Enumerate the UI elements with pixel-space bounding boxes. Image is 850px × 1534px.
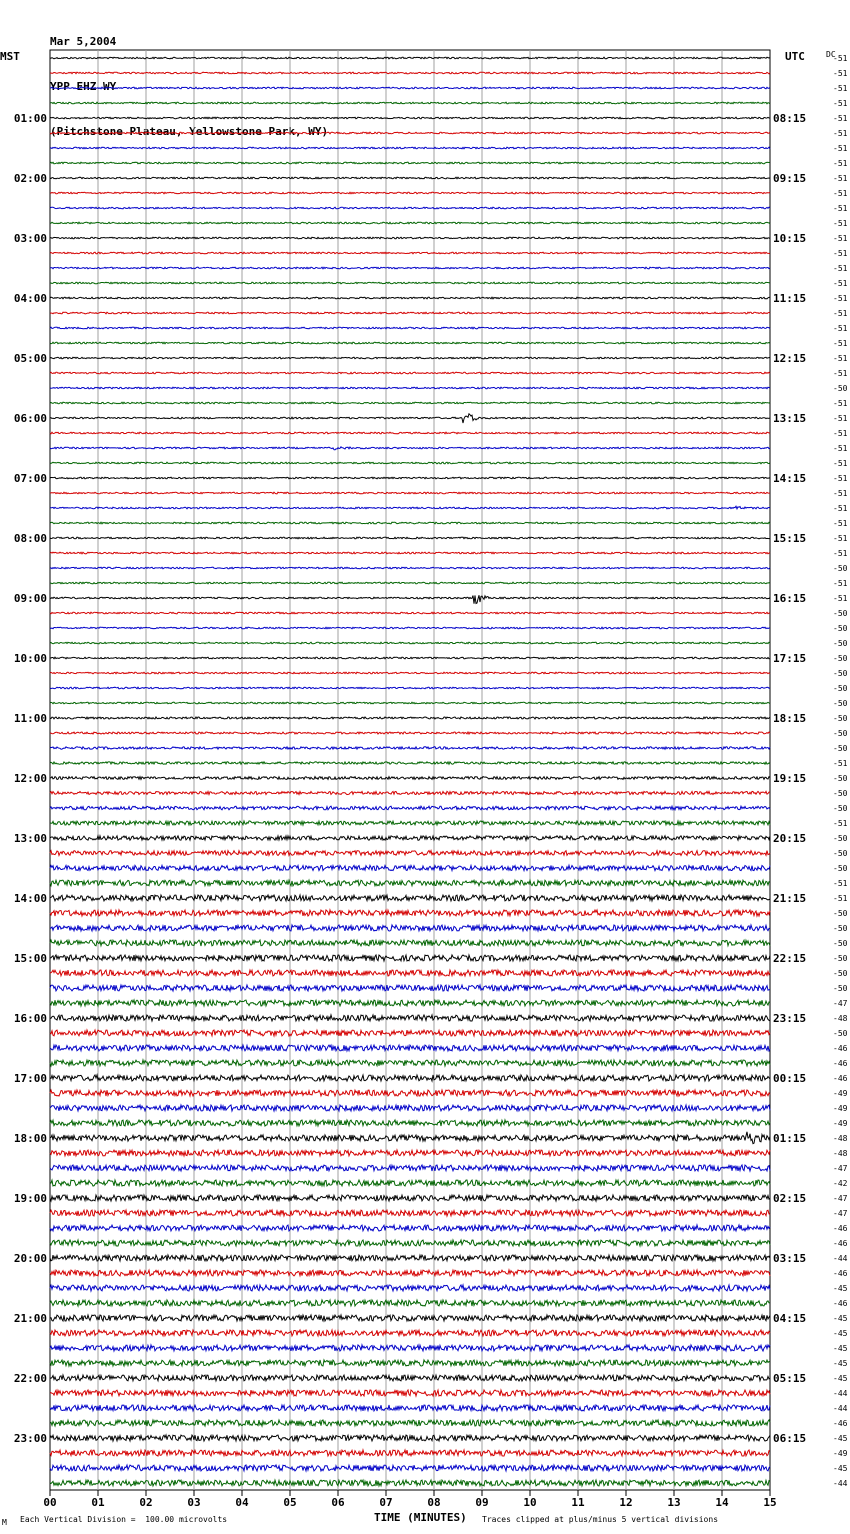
dc-offset-label: -50 — [833, 804, 848, 813]
left-hour-label: 06:00 — [13, 412, 47, 425]
seismic-trace — [50, 1330, 770, 1336]
dc-offset-label: -44 — [833, 1404, 848, 1413]
dc-offset-label: -48 — [833, 1014, 848, 1023]
seismic-trace — [50, 1150, 770, 1156]
seismic-trace — [50, 1060, 770, 1066]
dc-offset-label: -49 — [833, 1449, 848, 1458]
seismic-trace — [50, 777, 770, 780]
dc-label: DC — [826, 50, 836, 59]
station-label: YPP EHZ WY — [50, 80, 117, 93]
right-hour-label: 19:15 — [773, 772, 807, 785]
x-tick-label: 04 — [235, 1496, 249, 1509]
right-hour-label: 13:15 — [773, 412, 807, 425]
right-hour-label: 17:15 — [773, 652, 807, 665]
right-timezone-label: UTC — [785, 50, 805, 63]
seismic-trace — [50, 1360, 770, 1366]
seismic-trace — [50, 237, 770, 239]
x-tick-label: 02 — [139, 1496, 153, 1509]
dc-offset-label: -50 — [833, 714, 848, 723]
seismic-trace — [50, 552, 770, 554]
seismic-trace — [50, 117, 770, 119]
seismic-trace — [50, 1180, 770, 1186]
dc-offset-label: -49 — [833, 1119, 848, 1128]
seismic-trace — [50, 87, 770, 89]
dc-offset-label: -50 — [833, 834, 848, 843]
dc-offset-label: -51 — [833, 129, 848, 138]
x-tick-label: 07 — [379, 1496, 393, 1509]
seismic-trace — [50, 925, 770, 931]
seismic-trace — [50, 1240, 770, 1246]
dc-offset-label: -50 — [833, 909, 848, 918]
dc-offset-label: -42 — [833, 1179, 848, 1188]
seismic-trace — [50, 955, 770, 961]
dc-offset-label: -50 — [833, 969, 848, 978]
dc-offset-label: -51 — [833, 249, 848, 258]
dc-offset-label: -47 — [833, 1164, 848, 1173]
seismic-trace — [50, 1210, 770, 1216]
right-hour-label: 11:15 — [773, 292, 807, 305]
seismic-trace — [50, 1375, 770, 1381]
seismic-trace — [50, 1225, 770, 1231]
seismic-trace — [50, 732, 770, 734]
x-tick-label: 01 — [91, 1496, 105, 1509]
dc-offset-label: -51 — [833, 174, 848, 183]
seismic-trace — [50, 595, 770, 604]
x-tick-label: 06 — [331, 1496, 345, 1509]
seismic-trace — [50, 1420, 770, 1426]
dc-offset-label: -51 — [833, 504, 848, 513]
right-hour-label: 10:15 — [773, 232, 807, 245]
dc-offset-label: -51 — [833, 549, 848, 558]
x-tick-label: 10 — [523, 1496, 537, 1509]
seismic-trace — [50, 372, 770, 374]
right-hour-label: 21:15 — [773, 892, 807, 905]
dc-offset-label: -51 — [833, 324, 848, 333]
dc-offset-label: -45 — [833, 1464, 848, 1473]
seismic-trace — [50, 57, 770, 59]
left-hour-label: 17:00 — [13, 1072, 47, 1085]
seismic-trace — [50, 791, 770, 794]
dc-offset-label: -51 — [833, 399, 848, 408]
dc-offset-label: -51 — [833, 474, 848, 483]
dc-offset-label: -46 — [833, 1239, 848, 1248]
dc-offset-label: -45 — [833, 1434, 848, 1443]
dc-offset-label: -50 — [833, 984, 848, 993]
dc-offset-label: -45 — [833, 1344, 848, 1353]
left-hour-label: 13:00 — [13, 832, 47, 845]
scale-note: Each Vertical Division = 100.00 microvolts — [20, 1515, 228, 1524]
date-label: Mar 5,2004 — [50, 35, 117, 48]
dc-offset-label: -50 — [833, 954, 848, 963]
seismic-trace — [50, 1405, 770, 1411]
left-hour-label: 09:00 — [13, 592, 47, 605]
dc-offset-label: -51 — [833, 159, 848, 168]
dc-offset-label: -51 — [833, 294, 848, 303]
dc-offset-label: -51 — [833, 144, 848, 153]
seismic-trace — [50, 327, 770, 329]
seismic-trace — [50, 506, 770, 509]
seismic-trace — [50, 1255, 770, 1261]
dc-offset-label: -45 — [833, 1284, 848, 1293]
dc-offset-label: -51 — [833, 489, 848, 498]
left-hour-label: 21:00 — [13, 1312, 47, 1325]
dc-offset-label: -51 — [833, 54, 848, 63]
dc-offset-label: -51 — [833, 459, 848, 468]
dc-offset-label: -50 — [833, 624, 848, 633]
seismic-trace — [50, 1435, 770, 1441]
seismic-trace — [50, 1132, 770, 1144]
dc-offset-label: -51 — [833, 84, 848, 93]
dc-offset-label: -46 — [833, 1299, 848, 1308]
dc-offset-label: -46 — [833, 1044, 848, 1053]
left-hour-label: 18:00 — [13, 1132, 47, 1145]
dc-offset-label: -51 — [833, 114, 848, 123]
seismic-trace — [50, 522, 770, 524]
seismic-trace — [50, 1285, 770, 1291]
seismic-trace — [50, 462, 770, 464]
right-hour-label: 01:15 — [773, 1132, 807, 1145]
left-hour-label: 07:00 — [13, 472, 47, 485]
left-hour-label: 20:00 — [13, 1252, 47, 1265]
seismic-trace — [50, 177, 770, 179]
seismic-trace — [50, 72, 770, 74]
right-hour-label: 15:15 — [773, 532, 807, 545]
right-hour-label: 05:15 — [773, 1372, 807, 1385]
seismic-trace — [50, 940, 770, 946]
seismic-trace — [50, 312, 770, 314]
seismic-trace — [50, 1345, 770, 1351]
seismic-trace — [50, 267, 770, 269]
left-hour-label: 08:00 — [13, 532, 47, 545]
seismic-trace — [50, 222, 770, 224]
seismic-trace — [50, 865, 770, 870]
right-hour-label: 16:15 — [773, 592, 807, 605]
seismic-trace — [50, 1315, 770, 1321]
dc-offset-label: -50 — [833, 564, 848, 573]
x-tick-label: 08 — [427, 1496, 441, 1509]
seismic-trace — [50, 192, 770, 194]
seismic-trace — [50, 342, 770, 344]
seismic-trace — [50, 1015, 770, 1021]
dc-offset-label: -50 — [833, 1029, 848, 1038]
dc-offset-label: -51 — [833, 309, 848, 318]
seismic-trace — [50, 895, 770, 901]
left-timezone-label: MST — [0, 50, 20, 63]
seismic-trace — [50, 642, 770, 644]
dc-offset-label: -50 — [833, 849, 848, 858]
seismic-trace — [50, 851, 770, 856]
dc-offset-label: -46 — [833, 1074, 848, 1083]
seismic-trace — [50, 1000, 770, 1006]
seismic-trace — [50, 687, 770, 689]
right-hour-label: 18:15 — [773, 712, 807, 725]
seismic-trace — [50, 252, 770, 254]
dc-offset-label: -51 — [833, 444, 848, 453]
seismic-trace — [50, 880, 770, 886]
seismic-trace — [50, 132, 770, 134]
right-hour-label: 04:15 — [773, 1312, 807, 1325]
left-hour-label: 14:00 — [13, 892, 47, 905]
dc-offset-label: -51 — [833, 429, 848, 438]
seismic-trace — [50, 567, 770, 569]
x-tick-label: 14 — [715, 1496, 729, 1509]
x-tick-label: 13 — [667, 1496, 681, 1509]
right-hour-label: 00:15 — [773, 1072, 807, 1085]
seismic-trace — [50, 207, 770, 209]
dc-offset-label: -50 — [833, 864, 848, 873]
seismic-trace — [50, 657, 770, 659]
seismic-trace — [50, 1105, 770, 1111]
right-hour-label: 20:15 — [773, 832, 807, 845]
seismic-trace — [50, 717, 770, 719]
seismic-trace — [50, 447, 770, 450]
x-tick-label: 03 — [187, 1496, 201, 1509]
left-hour-label: 16:00 — [13, 1012, 47, 1025]
dc-offset-label: -47 — [833, 1194, 848, 1203]
seismic-trace — [50, 414, 770, 423]
left-hour-label: 03:00 — [13, 232, 47, 245]
seismic-trace — [50, 1090, 770, 1096]
dc-offset-label: -51 — [833, 534, 848, 543]
seismic-trace — [50, 806, 770, 810]
seismic-trace — [50, 702, 770, 704]
dc-offset-label: -51 — [833, 879, 848, 888]
right-hour-label: 12:15 — [773, 352, 807, 365]
seismic-trace — [50, 762, 770, 764]
seismic-trace — [50, 1030, 770, 1036]
dc-offset-label: -50 — [833, 924, 848, 933]
dc-offset-label: -50 — [833, 699, 848, 708]
x-tick-label: 00 — [43, 1496, 57, 1509]
seismic-trace — [50, 1300, 770, 1306]
dc-offset-label: -44 — [833, 1389, 848, 1398]
dc-offset-label: -46 — [833, 1224, 848, 1233]
left-hour-label: 11:00 — [13, 712, 47, 725]
dc-offset-label: -51 — [833, 354, 848, 363]
left-hour-label: 05:00 — [13, 352, 47, 365]
seismic-trace — [50, 970, 770, 976]
seismic-trace — [50, 1450, 770, 1456]
seismic-trace — [50, 432, 770, 434]
dc-offset-label: -51 — [833, 264, 848, 273]
seismic-trace — [50, 477, 770, 479]
right-hour-label: 08:15 — [773, 112, 807, 125]
seismic-trace — [50, 910, 770, 916]
corner-mark: M — [2, 1518, 7, 1527]
seismic-trace — [50, 492, 770, 494]
dc-offset-label: -46 — [833, 1059, 848, 1068]
seismic-trace — [50, 1270, 770, 1276]
dc-offset-label: -51 — [833, 579, 848, 588]
seismic-trace — [50, 1390, 770, 1396]
dc-offset-label: -44 — [833, 1254, 848, 1263]
dc-offset-label: -50 — [833, 384, 848, 393]
dc-offset-label: -50 — [833, 789, 848, 798]
dc-offset-label: -49 — [833, 1104, 848, 1113]
x-tick-label: 11 — [571, 1496, 585, 1509]
dc-offset-label: -50 — [833, 744, 848, 753]
left-hour-label: 22:00 — [13, 1372, 47, 1385]
dc-offset-label: -48 — [833, 1149, 848, 1158]
seismic-trace — [50, 627, 770, 629]
left-hour-label: 15:00 — [13, 952, 47, 965]
seismic-trace — [50, 357, 770, 359]
seismic-trace — [50, 387, 770, 389]
right-hour-label: 14:15 — [773, 472, 807, 485]
seismic-trace — [50, 1465, 770, 1471]
right-hour-label: 03:15 — [773, 1252, 807, 1265]
x-tick-label: 05 — [283, 1496, 297, 1509]
seismic-trace — [50, 402, 770, 404]
dc-offset-label: -44 — [833, 1479, 848, 1488]
left-hour-label: 04:00 — [13, 292, 47, 305]
dc-offset-label: -51 — [833, 759, 848, 768]
dc-offset-label: -50 — [833, 729, 848, 738]
dc-offset-label: -46 — [833, 1269, 848, 1278]
dc-offset-label: -51 — [833, 204, 848, 213]
dc-offset-label: -50 — [833, 939, 848, 948]
dc-offset-label: -50 — [833, 654, 848, 663]
seismic-trace — [50, 821, 770, 825]
dc-offset-label: -51 — [833, 369, 848, 378]
right-hour-label: 09:15 — [773, 172, 807, 185]
dc-offset-label: -50 — [833, 669, 848, 678]
dc-offset-label: -51 — [833, 519, 848, 528]
right-hour-label: 06:15 — [773, 1432, 807, 1445]
dc-offset-label: -51 — [833, 219, 848, 228]
dc-offset-label: -47 — [833, 999, 848, 1008]
seismic-trace — [50, 282, 770, 284]
dc-offset-label: -49 — [833, 1089, 848, 1098]
seismic-trace — [50, 537, 770, 539]
dc-offset-label: -50 — [833, 609, 848, 618]
seismic-trace — [50, 985, 770, 991]
seismic-trace — [50, 1045, 770, 1051]
left-hour-label: 12:00 — [13, 772, 47, 785]
dc-offset-label: -51 — [833, 279, 848, 288]
seismic-trace — [50, 836, 770, 840]
dc-offset-label: -51 — [833, 189, 848, 198]
left-hour-label: 23:00 — [13, 1432, 47, 1445]
seismic-trace — [50, 1075, 770, 1081]
x-tick-label: 12 — [619, 1496, 633, 1509]
dc-offset-label: -48 — [833, 1134, 848, 1143]
dc-offset-label: -51 — [833, 414, 848, 423]
x-axis-title: TIME (MINUTES) — [374, 1511, 467, 1524]
location-label: (Pitchstone Plateau, Yellowstone Park, WY) — [50, 125, 329, 138]
left-hour-label: 01:00 — [13, 112, 47, 125]
dc-offset-label: -45 — [833, 1329, 848, 1338]
dc-offset-label: -51 — [833, 234, 848, 243]
right-hour-label: 22:15 — [773, 952, 807, 965]
dc-offset-label: -51 — [833, 594, 848, 603]
seismic-trace — [50, 1480, 770, 1486]
seismic-trace — [50, 1120, 770, 1126]
seismic-trace — [50, 672, 770, 674]
seismic-trace — [50, 297, 770, 299]
right-hour-label: 02:15 — [773, 1192, 807, 1205]
seismic-trace — [50, 582, 770, 584]
dc-offset-label: -47 — [833, 1209, 848, 1218]
seismic-trace — [50, 147, 770, 149]
dc-offset-label: -46 — [833, 1419, 848, 1428]
dc-offset-label: -51 — [833, 99, 848, 108]
seismic-trace — [50, 1195, 770, 1201]
left-hour-label: 02:00 — [13, 172, 47, 185]
seismic-trace — [50, 162, 770, 164]
dc-offset-label: -50 — [833, 639, 848, 648]
clip-note: Traces clipped at plus/minus 5 vertical divisions — [482, 1515, 719, 1524]
x-tick-label: 09 — [475, 1496, 489, 1509]
seismic-trace — [50, 747, 770, 749]
seismic-trace — [50, 1165, 770, 1171]
dc-offset-label: -50 — [833, 774, 848, 783]
dc-offset-label: -51 — [833, 894, 848, 903]
left-hour-label: 19:00 — [13, 1192, 47, 1205]
right-hour-label: 23:15 — [773, 1012, 807, 1025]
dc-offset-label: -45 — [833, 1359, 848, 1368]
seismic-trace — [50, 102, 770, 104]
dc-offset-label: -45 — [833, 1314, 848, 1323]
dc-offset-label: -45 — [833, 1374, 848, 1383]
dc-offset-label: -51 — [833, 69, 848, 78]
seismic-trace — [50, 612, 770, 614]
dc-offset-label: -51 — [833, 339, 848, 348]
dc-offset-label: -50 — [833, 684, 848, 693]
dc-offset-label: -51 — [833, 819, 848, 828]
x-tick-label: 15 — [763, 1496, 777, 1509]
left-hour-label: 10:00 — [13, 652, 47, 665]
